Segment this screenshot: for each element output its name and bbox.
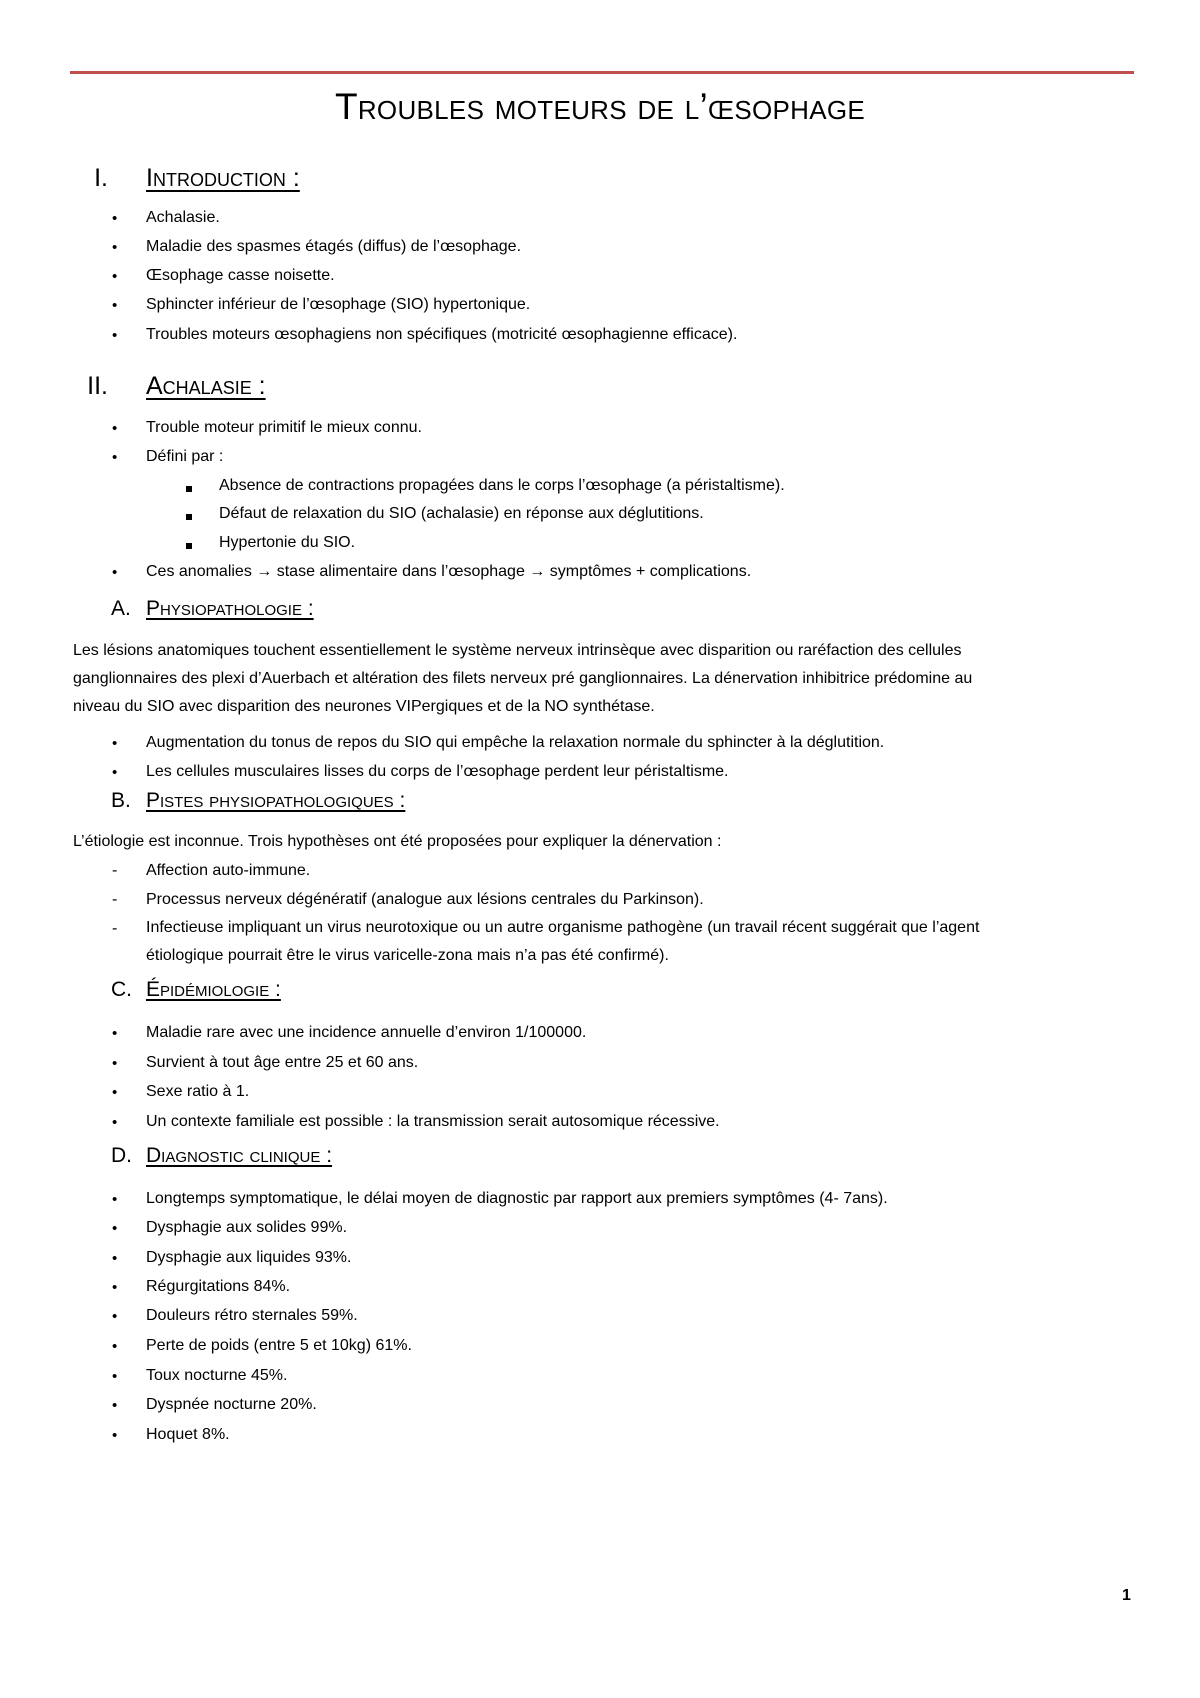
dash-bullet-icon: - <box>112 891 118 908</box>
list-item-line: étiologique pourrait être le virus varicelle-zona mais n’a pas été confirmé). <box>146 947 669 964</box>
paragraph-line: Les lésions anatomiques touchent essentiellement le système nerveux intrinsèque avec disparition ou raréfaction des cellules <box>73 642 962 659</box>
section-title: Introduction : <box>146 164 300 192</box>
list-item: Œsophage casse noisette. <box>146 267 335 284</box>
list-item: Perte de poids (entre 5 et 10kg) 61%. <box>146 1337 412 1354</box>
bullet-icon: • <box>112 1055 118 1072</box>
list-item-line: Infectieuse impliquant un virus neurotoxique ou un autre organisme pathogène (un travail récent suggérait que l’agent <box>146 919 980 936</box>
page-number: 1 <box>1122 1587 1131 1604</box>
list-item: Processus nerveux dégénératif (analogue aux lésions centrales du Parkinson). <box>146 891 704 908</box>
bullet-icon: • <box>112 564 118 581</box>
document-title: Troubles moteurs de l’œsophage <box>334 86 866 127</box>
list-item: Défini par : <box>146 448 224 465</box>
list-item: Augmentation du tonus de repos du SIO qui empêche la relaxation normale du sphincter à la déglutition. <box>146 734 885 751</box>
list-item: Hoquet 8%. <box>146 1426 230 1443</box>
bullet-icon: • <box>112 239 118 256</box>
list-item: Trouble moteur primitif le mieux connu. <box>146 419 422 436</box>
bullet-icon: • <box>112 1025 118 1042</box>
list-item: Dysphagie aux solides 99%. <box>146 1219 348 1236</box>
paragraph-line: L’étiologie est inconnue. Trois hypothèses ont été proposées pour expliquer la dénervation : <box>73 833 722 850</box>
subsection-letter: B. <box>111 789 131 812</box>
square-bullet-icon <box>186 543 192 549</box>
bullet-icon: • <box>112 1368 118 1385</box>
bullet-icon: • <box>112 1308 118 1325</box>
list-item: Troubles moteurs œsophagiens non spécifiques (motricité œsophagienne efficace). <box>146 326 738 343</box>
list-item: Achalasie. <box>146 209 220 226</box>
list-item: Ces anomalies → stase alimentaire dans l’œsophage → symptômes + complications. <box>146 563 752 580</box>
subsection-title: Épidémiologie : <box>146 978 281 1001</box>
list-item: Affection auto-immune. <box>146 862 311 879</box>
sub-list-item: Défaut de relaxation du SIO (achalasie) en réponse aux déglutitions. <box>219 505 704 522</box>
list-item: Dysphagie aux liquides 93%. <box>146 1249 352 1266</box>
bullet-icon: • <box>112 297 118 314</box>
paragraph-line: niveau du SIO avec disparition des neurones VIPergiques et de la NO synthétase. <box>73 698 655 715</box>
subsection-title: Physiopathologie : <box>146 597 314 620</box>
subsection-letter: D. <box>111 1144 132 1167</box>
bullet-icon: • <box>112 420 118 437</box>
bullet-icon: • <box>112 764 118 781</box>
list-item: Longtemps symptomatique, le délai moyen de diagnostic par rapport aux premiers symptômes (4- 7ans). <box>146 1190 888 1207</box>
list-item: Maladie rare avec une incidence annuelle d’environ 1/100000. <box>146 1024 587 1041</box>
header-rule <box>70 71 1134 74</box>
bullet-icon: • <box>112 1220 118 1237</box>
section-number: I. <box>94 164 108 192</box>
bullet-icon: • <box>112 210 118 227</box>
list-item: Un contexte familiale est possible : la transmission serait autosomique récessive. <box>146 1113 720 1130</box>
subsection-title: Diagnostic clinique : <box>146 1144 333 1167</box>
bullet-icon: • <box>112 1191 118 1208</box>
bullet-icon: • <box>112 1279 118 1296</box>
bullet-icon: • <box>112 1250 118 1267</box>
subsection-title: Pistes physiopathologiques : <box>146 789 406 812</box>
bullet-icon: • <box>112 735 118 752</box>
paragraph-line: ganglionnaires des plexi d’Auerbach et altération des filets nerveux pré ganglionnaires. La dénervation inhibitrice prédomine au <box>73 670 973 687</box>
dash-bullet-icon: - <box>112 920 118 937</box>
list-item: Dyspnée nocturne 20%. <box>146 1396 317 1413</box>
bullet-icon: • <box>112 1114 118 1131</box>
square-bullet-icon <box>186 514 192 520</box>
paragraph <box>73 637 1134 721</box>
bullet-icon: • <box>112 1084 118 1101</box>
list-item: Sphincter inférieur de l’œsophage (SIO) hypertonique. <box>146 296 531 313</box>
list-item: Toux nocturne 45%. <box>146 1367 288 1384</box>
bullet-icon: • <box>112 1338 118 1355</box>
list-item: Régurgitations 84%. <box>146 1278 291 1295</box>
list-item: Maladie des spasmes étagés (diffus) de l’œsophage. <box>146 238 522 255</box>
sub-list-item: Hypertonie du SIO. <box>219 534 356 551</box>
bullet-icon: • <box>112 449 118 466</box>
list-item: Douleurs rétro sternales 59%. <box>146 1307 358 1324</box>
subsection-letter: C. <box>111 978 132 1001</box>
list-item: Survient à tout âge entre 25 et 60 ans. <box>146 1054 419 1071</box>
bullet-icon: • <box>112 1397 118 1414</box>
section-number: II. <box>87 372 108 400</box>
list-item <box>146 914 1134 970</box>
list-item: Sexe ratio à 1. <box>146 1083 250 1100</box>
sub-list-item: Absence de contractions propagées dans le corps l’œsophage (a péristaltisme). <box>219 477 785 494</box>
list-item: Les cellules musculaires lisses du corps de l’œsophage perdent leur péristaltisme. <box>146 763 729 780</box>
bullet-icon: • <box>112 327 118 344</box>
bullet-icon: • <box>112 268 118 285</box>
bullet-icon: • <box>112 1427 118 1444</box>
square-bullet-icon <box>186 486 192 492</box>
subsection-letter: A. <box>111 597 131 620</box>
dash-bullet-icon: - <box>112 862 118 879</box>
section-title: Achalasie : <box>146 372 266 400</box>
